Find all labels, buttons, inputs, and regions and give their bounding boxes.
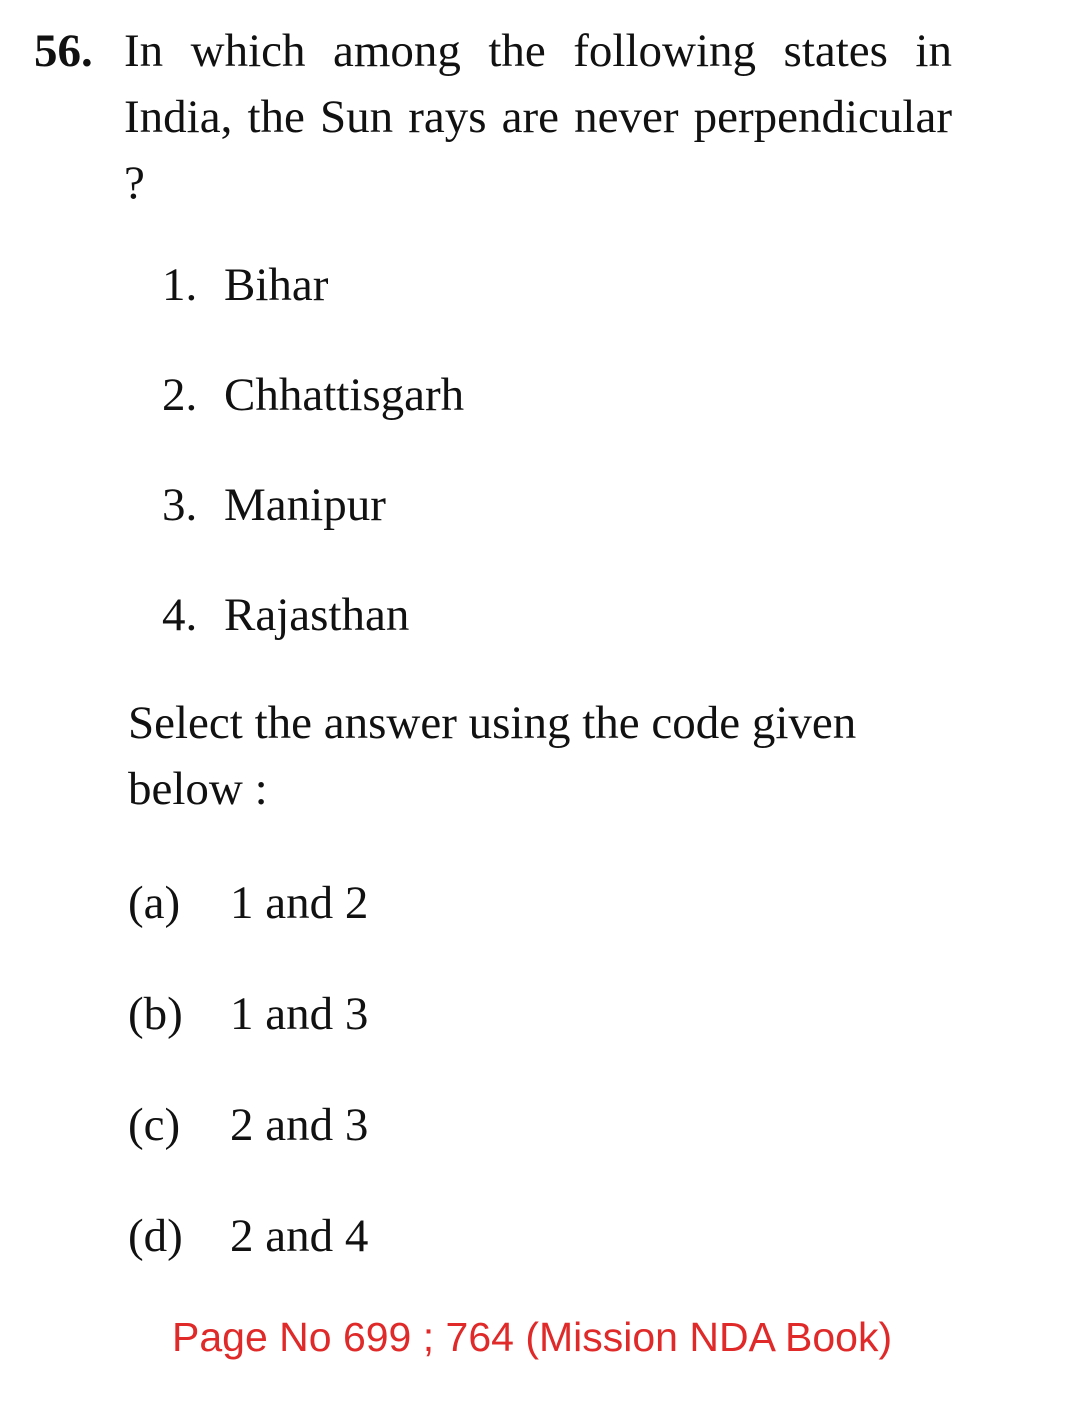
statement-number: 1. bbox=[162, 259, 198, 311]
question-number: 56. bbox=[34, 25, 93, 77]
statement-item bbox=[162, 254, 464, 364]
statement-item bbox=[162, 584, 464, 694]
answer-option-c bbox=[128, 1094, 368, 1205]
statement-text: Rajasthan bbox=[224, 589, 410, 641]
option-text: 1 and 3 bbox=[230, 988, 369, 1040]
answer-options bbox=[128, 872, 368, 1316]
answer-option-d bbox=[128, 1205, 368, 1316]
statement-item bbox=[162, 474, 464, 584]
statement-number: 3. bbox=[162, 479, 198, 531]
option-text: 2 and 4 bbox=[230, 1210, 369, 1262]
option-text: 1 and 2 bbox=[230, 877, 369, 929]
statement-number: 2. bbox=[162, 369, 198, 421]
statement-text: Manipur bbox=[224, 479, 386, 531]
statement-item bbox=[162, 364, 464, 474]
statement-number: 4. bbox=[162, 589, 198, 641]
question-text: In which among the following states in India, the Sun rays are never perpendicular ? bbox=[124, 25, 952, 209]
statement-list bbox=[162, 254, 464, 694]
statement-text: Bihar bbox=[224, 259, 329, 311]
answer-option-b bbox=[128, 983, 368, 1094]
source-reference-note: Page No 699 ; 764 (Mission NDA Book) bbox=[172, 1314, 893, 1360]
answer-instruction: Select the answer using the code given below : bbox=[128, 697, 857, 815]
answer-option-a bbox=[128, 872, 368, 983]
statement-text: Chhattisgarh bbox=[224, 369, 465, 421]
option-letter: (d) bbox=[128, 1210, 183, 1262]
option-letter: (a) bbox=[128, 877, 181, 929]
option-letter: (c) bbox=[128, 1099, 181, 1151]
option-letter: (b) bbox=[128, 988, 183, 1040]
option-text: 2 and 3 bbox=[230, 1099, 369, 1151]
